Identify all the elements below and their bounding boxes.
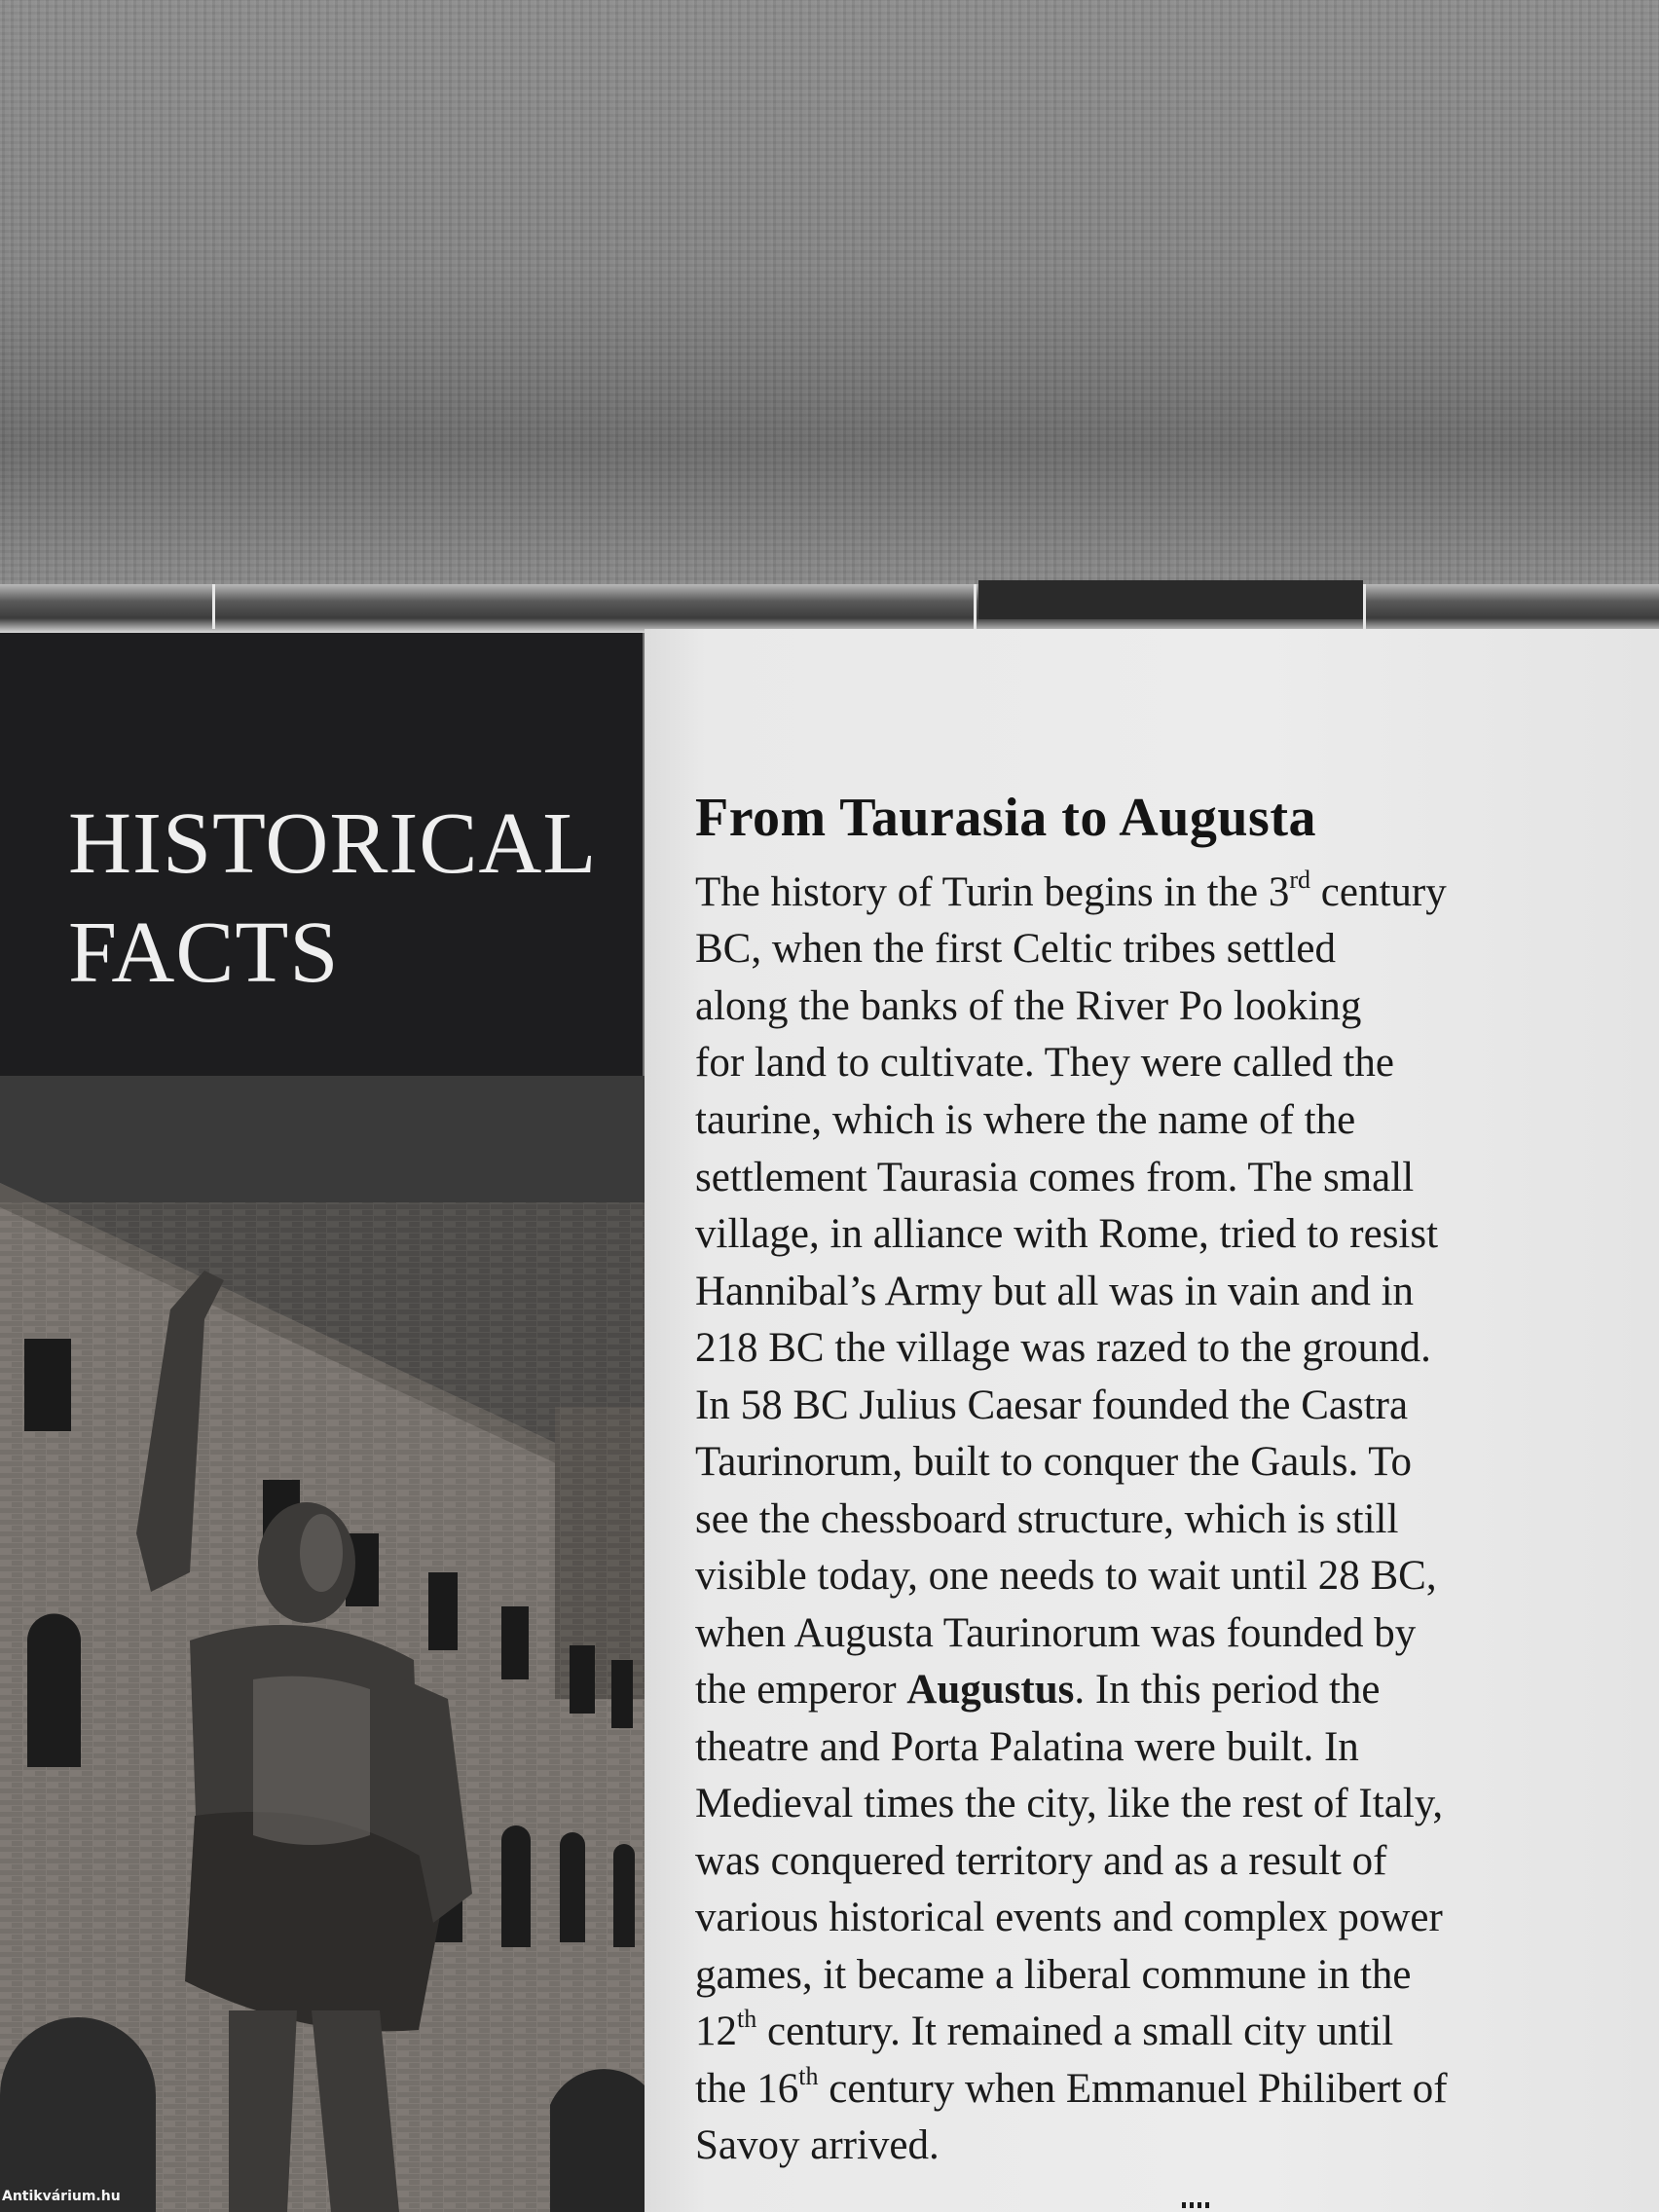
article-heading: From Taurasia to Augusta <box>695 788 1316 848</box>
book-edge-mark <box>974 584 977 629</box>
background-wall <box>0 0 1659 594</box>
article-line: Taurinorum, built to conquer the Gauls. To <box>695 1439 1412 1485</box>
article-line: In 58 BC Julius Caesar founded the Castra <box>695 1382 1409 1428</box>
article-line-text: The history of Turin begins in the 3 <box>695 869 1290 915</box>
ordinal-suffix: th <box>737 2005 757 2033</box>
book-top-edge <box>0 584 1659 633</box>
article-line: was conquered territory and as a result of <box>695 1838 1387 1884</box>
watermark: Antikvárium.hu <box>2 2189 121 2204</box>
ordinal-suffix: th <box>798 2062 819 2090</box>
emphasis-augustus: Augustus <box>906 1667 1075 1713</box>
article-line: along the banks of the River Po looking <box>695 983 1362 1029</box>
article-line: BC, when the first Celtic tribes settled <box>695 926 1337 972</box>
article-line-text: century <box>1310 869 1447 915</box>
article-line: for land to cultivate. They were called the <box>695 1040 1394 1086</box>
book-edge-mark <box>1363 584 1366 629</box>
article-line-text: century. It remained a small city until <box>756 2009 1394 2054</box>
article-line: taurine, which is where the name of the <box>695 1097 1356 1143</box>
article-line <box>695 2005 1394 2054</box>
article-line <box>695 866 1447 915</box>
article-line-text: 12 <box>695 2009 737 2054</box>
article-line <box>695 2062 1448 2112</box>
article-line-text: the 16 <box>695 2066 799 2112</box>
article-line <box>695 1669 1380 1711</box>
page-ornament-dots <box>1182 2202 1209 2208</box>
article-line: theatre and Porta Palatina were built. In <box>695 1724 1359 1770</box>
section-title-line-2: FACTS <box>68 904 340 1001</box>
section-title-line-1: HISTORICAL <box>68 795 598 892</box>
article-line: see the chessboard structure, which is still <box>695 1496 1399 1542</box>
article-line: 218 BC the village was razed to the ground. <box>695 1325 1431 1371</box>
article-line-text: . In this period the <box>1074 1667 1381 1713</box>
book-edge-mark <box>212 584 215 629</box>
article-line: Hannibal’s Army but all was in vain and in <box>695 1269 1415 1314</box>
augustus-statue-photo <box>0 1076 645 2212</box>
article-line: Medieval times the city, like the rest of Italy, <box>695 1781 1444 1826</box>
photo-illustration <box>0 1076 645 2212</box>
article-line: when Augusta Taurinorum was founded by <box>695 1610 1417 1656</box>
article-line-text: the emperor <box>695 1667 907 1713</box>
article-line: village, in alliance with Rome, tried to resist <box>695 1211 1439 1257</box>
article-line-text: century when Emmanuel Philibert of <box>818 2066 1448 2112</box>
article-line: Savoy arrived. <box>695 2122 940 2168</box>
ordinal-suffix: rd <box>1289 866 1311 894</box>
article-line: visible today, one needs to wait until 28 BC, <box>695 1553 1437 1599</box>
article-line: games, it became a liberal commune in the <box>695 1952 1412 1998</box>
book-edge-dark-segment <box>978 580 1363 619</box>
article-line: settlement Taurasia comes from. The small <box>695 1155 1415 1200</box>
article-line: various historical events and complex power <box>695 1895 1443 1940</box>
